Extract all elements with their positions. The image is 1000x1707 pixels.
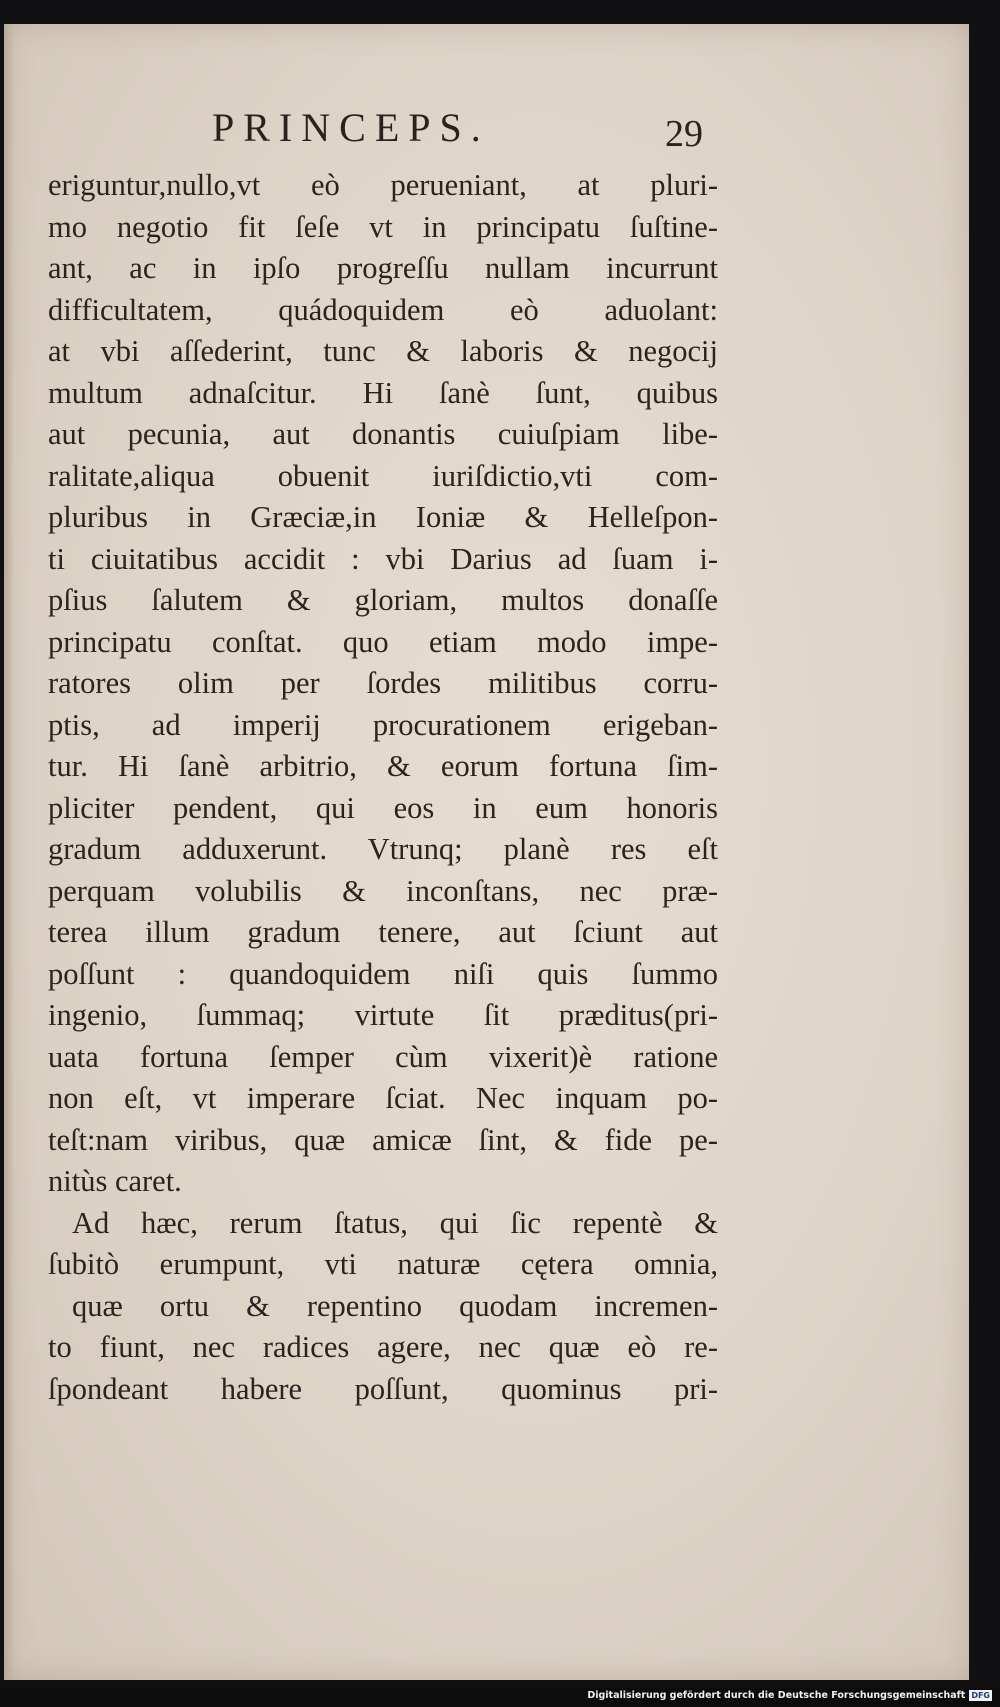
- text-line: ant, ac in ipſo progreſſu nullam incurrunt: [48, 251, 718, 285]
- text-line: ratores olim per ſordes militibus corru-: [48, 666, 718, 700]
- text-line: difficultatem, quádoquidem eò aduolant:: [48, 292, 718, 327]
- text-line: eriguntur,nullo,vt eò perueniant, at pluri-: [48, 168, 718, 202]
- text-line: nitùs caret.: [48, 1164, 182, 1198]
- text-line: ſpondeant habere poſſunt, quominus pri-: [48, 1371, 718, 1406]
- text-line: ſubitò erumpunt, vti naturæ cętera omnia,: [48, 1247, 718, 1281]
- text-line: pſius ſalutem & gloriam, multos donaſſe: [48, 583, 718, 617]
- text-line: Ad hæc, rerum ſtatus, qui ſic repentè &: [72, 1205, 718, 1240]
- dfg-logo-icon: DFG: [971, 1691, 990, 1700]
- text-line: pliciter pendent, qui eos in eum honoris: [48, 790, 718, 825]
- text-line: ralitate,aliqua obuenit iuriſdictio,vti com-: [48, 458, 718, 493]
- paragraph-1: [48, 165, 718, 1203]
- text-line: ingenio, ſummaq; virtute ſit præditus(pri-: [48, 998, 718, 1032]
- paragraph-2: [48, 1203, 718, 1411]
- text-line: poſſunt : quandoquidem niſi quis ſummo: [48, 956, 718, 991]
- text-line: terea illum gradum tenere, aut ſciunt aut: [48, 915, 718, 949]
- running-head: PRINCEPS.: [212, 105, 490, 150]
- page-number: 29: [665, 113, 703, 155]
- text-line: teſt:nam viribus, quæ amicæ ſint, & fide pe-: [48, 1122, 718, 1157]
- text-line: non eſt, vt imperare ſciat. Nec inquam po-: [48, 1081, 718, 1115]
- digitization-credit: [587, 1690, 992, 1701]
- text-line: ptis, ad imperij procurationem erigeban-: [48, 707, 718, 742]
- text-line: at vbi aſſederint, tunc & laboris & negocij: [48, 334, 718, 368]
- text-line: to fiunt, nec radices agere, nec quæ eò re-: [48, 1330, 718, 1364]
- text-line: pluribus in Græciæ,in Ioniæ & Helleſpon-: [48, 500, 718, 534]
- credit-text: Digitalisierung gefördert durch die Deutsche Forschungsgemeinschaft: [587, 1690, 966, 1701]
- text-line: aut pecunia, aut donantis cuiuſpiam libe-: [48, 417, 718, 451]
- body-text: [48, 165, 718, 1410]
- text-line: gradum adduxerunt. Vtrunq; planè res eſt: [48, 832, 718, 866]
- text-line: quæ ortu & repentino quodam incremen-: [72, 1288, 718, 1323]
- text-line: tur. Hi ſanè arbitrio, & eorum fortuna ſim-: [48, 749, 718, 783]
- text-line: ti ciuitatibus accidit : vbi Darius ad ſuam i-: [48, 541, 718, 576]
- text-line: uata fortuna ſemper cùm vixerit)è ratione: [48, 1039, 718, 1074]
- text-line: mo negotio fit ſeſe vt in principatu ſuſtine-: [48, 209, 718, 244]
- text-line: perquam volubilis & inconſtans, nec præ-: [48, 873, 718, 908]
- text-line: principatu conſtat. quo etiam modo impe-: [48, 624, 718, 659]
- text-line: multum adnaſcitur. Hi ſanè ſunt, quibus: [48, 375, 718, 410]
- page-edge-shadow: [4, 24, 14, 1680]
